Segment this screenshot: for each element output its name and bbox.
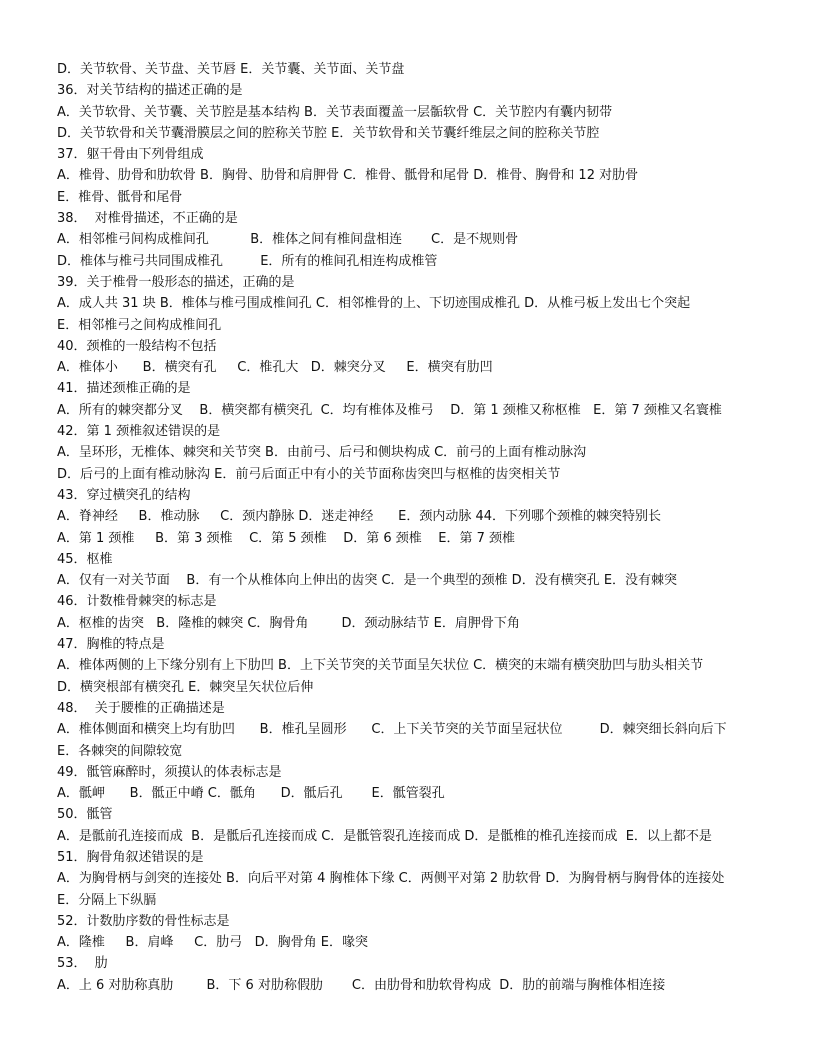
question-stem: 45．枢椎: [57, 551, 113, 567]
text-line: A．骶岬 B．骶正中嵴 C．骶角 D．骶后孔 E．骶管裂孔: [57, 786, 445, 802]
text-line: A．所有的棘突都分叉 B．横突都有横突孔 C．均有椎体及椎弓 D．第 1 颈椎又称枢椎 E．第 7 颈椎又名寰椎: [57, 402, 722, 418]
question-stem: 37．躯干骨由下列骨组成: [57, 147, 204, 163]
text-line: A．关节软骨、关节囊、关节腔是基本结构 B．关节表面覆盖一层骺软骨 C．关节腔内有囊内韧带: [57, 104, 613, 120]
question-stem: 48． 关于腰椎的正确描述是: [57, 700, 225, 716]
text-line: D．后弓的上面有椎动脉沟 E．前弓后面正中有小的关节面称齿突凹与枢椎的齿突相关节: [57, 466, 561, 482]
text-line: A．相邻椎弓间构成椎间孔 B．椎体之间有椎间盘相连 C．是不规则骨: [57, 232, 519, 248]
text-line: A．脊神经 B．椎动脉 C．颈内静脉 D．迷走神经 E．颈内动脉 44．下列哪个颈椎的棘突特别长: [57, 509, 662, 525]
text-line: D．椎体与椎弓共同围成椎孔 E．所有的椎间孔相连构成椎管: [57, 253, 438, 269]
text-line: A．椎体侧面和横突上均有肋凹 B．椎孔呈圆形 C．上下关节突的关节面呈冠状位 D．棘突细长斜向后下: [57, 722, 727, 738]
question-stem: 49．骶管麻醉时，须摸认的体表标志是: [57, 764, 282, 780]
question-stem: 39．关于椎骨一般形态的描述，正确的是: [57, 274, 295, 290]
question-stem: 40．颈椎的一般结构不包括: [57, 338, 217, 354]
text-line: D．关节软骨、关节盘、关节唇 E．关节囊、关节面、关节盘: [57, 62, 405, 77]
text-line: A．椎体两侧的上下缘分别有上下肋凹 B．上下关节突的关节面呈矢状位 C．横突的末端有横突肋凹与肋头相关节: [57, 658, 704, 674]
text-line: A．第 1 颈椎 B．第 3 颈椎 C．第 5 颈椎 D．第 6 颈椎 E．第 7 颈椎: [57, 530, 516, 546]
question-stem: 51．胸骨角叙述错误的是: [57, 849, 204, 865]
text-line: A．是骶前孔连接而成 B．是骶后孔连接而成 C．是骶管裂孔连接而成 D．是骶椎的椎孔连接而成 E．以上都不是: [57, 828, 712, 844]
question-stem: 52．计数肋序数的骨性标志是: [57, 913, 230, 929]
text-line: D．关节软骨和关节囊滑膜层之间的腔称关节腔 E．关节软骨和关节囊纤维层之间的腔称关节腔: [57, 125, 600, 141]
text-line: A．仅有一对关节面 B．有一个从椎体向上伸出的齿突 C．是一个典型的颈椎 D．没有横突孔 E．没有棘突: [57, 573, 678, 589]
question-stem: 50．骶管: [57, 807, 113, 823]
text-line: A．呈环形，无椎体、棘突和关节突 B．由前弓、后弓和侧块构成 C．前弓的上面有椎动脉沟: [57, 445, 587, 461]
question-stem: 43．穿过横突孔的结构: [57, 487, 191, 503]
question-stem: 47．胸椎的特点是: [57, 637, 165, 653]
document-page: [57, 59, 769, 996]
text-line: A．为胸骨柄与剑突的连接处 B．向后平对第 4 胸椎体下缘 C．两侧平对第 2 肋软骨 D．为胸骨柄与胸骨体的连接处: [57, 871, 725, 887]
question-stem: 42．第 1 颈椎叙述错误的是: [57, 424, 221, 440]
text-line: A．枢椎的齿突 B．隆椎的棘突 C．胸骨角 D．颈动脉结节 E．肩胛骨下角: [57, 615, 520, 631]
text-line: A．上 6 对肋称真肋 B．下 6 对肋称假肋 C．由肋骨和肋软骨构成 D．肋的前端与胸椎体相连接: [57, 977, 666, 993]
text-line: A．椎体小 B．横突有孔 C．椎孔大 D．棘突分叉 E．横突有肋凹: [57, 360, 493, 376]
question-stem: 36．对关节结构的描述正确的是: [57, 83, 243, 99]
question-stem: 53． 肋: [57, 956, 108, 972]
text-line: A．成人共 31 块 B．椎体与椎弓围成椎间孔 C．相邻椎骨的上、下切迹围成椎孔 D．从椎弓板上发出七个突起: [57, 296, 691, 312]
text-line: E．相邻椎弓之间构成椎间孔: [57, 317, 222, 333]
text-line: A．椎骨、肋骨和肋软骨 B．胸骨、肋骨和肩胛骨 C．椎骨、骶骨和尾骨 D．椎骨、胸骨和 12 对肋骨: [57, 168, 639, 184]
question-stem: 38． 对椎骨描述，不正确的是: [57, 211, 238, 227]
text-line: E．分隔上下纵膈: [57, 892, 157, 908]
text-line: E．各棘突的间隙较宽: [57, 743, 183, 759]
text-line: E．椎骨、骶骨和尾骨: [57, 189, 183, 205]
text-line: D．横突根部有横突孔 E．棘突呈矢状位后伸: [57, 679, 314, 695]
question-stem: 46．计数椎骨棘突的标志是: [57, 594, 217, 610]
question-stem: 41．描述颈椎正确的是: [57, 381, 191, 397]
text-line: A．隆椎 B．肩峰 C．肋弓 D．胸骨角 E．喙突: [57, 935, 368, 951]
